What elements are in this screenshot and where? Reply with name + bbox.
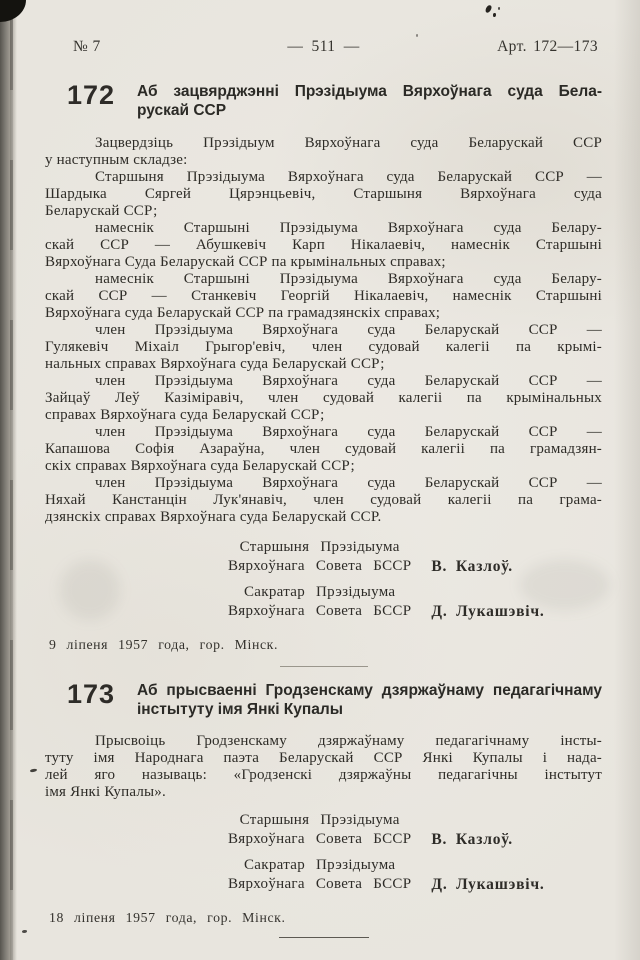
role-line: Сакратар Прэзідыума xyxy=(243,857,396,873)
text-line: намеснік Старшыні Прэзідыума Вярхоўнага суда Белару- xyxy=(95,220,602,236)
article-172-heading xyxy=(45,82,602,120)
text-line: скай ССР — Станкевіч Георгій Нікалаевіч, намеснік Старшыні xyxy=(45,288,602,304)
page-number: — 511 — xyxy=(287,38,360,55)
text-line: скіх справах Вярхоўнага суда Беларускай ССР; xyxy=(45,458,355,474)
paragraph xyxy=(45,475,602,526)
article-title xyxy=(137,82,602,120)
signature-secretary xyxy=(228,583,602,621)
text-line: намеснік Старшыні Прэзідыума Вярхоўнага суда Белару- xyxy=(95,271,602,287)
paragraph xyxy=(45,135,602,169)
role-line: Сакратар Прэзідыума xyxy=(243,584,396,600)
role-line: Старшыня Прэзідыума xyxy=(239,812,400,828)
issue-number: № 7 xyxy=(73,38,101,55)
text-line: Шардыка Сяргей Цярэнцьевіч, Старшыня Вярхоўнага суда xyxy=(45,186,602,202)
role-line: Вярхоўнага Совета БССР xyxy=(228,603,412,619)
paragraph xyxy=(45,220,602,271)
signature-role xyxy=(228,811,411,849)
article-range: Арт. 172—173 xyxy=(497,38,598,55)
article-number: 173 xyxy=(67,679,116,709)
text-line: лей яго называць: «Гродзенскі дзяржаўны педагагічны інстытут xyxy=(45,767,602,783)
text-line: член Прэзідыума Вярхоўнага суда Беларускай ССР — xyxy=(95,424,602,440)
signature-chairman xyxy=(228,538,602,576)
text-line: Няхай Канстанцін Лук'янавіч, член судовай калегіі па грама- xyxy=(45,492,602,508)
text-line: Капашова Софія Азараўна, член судовай калегіі па грамадзян- xyxy=(45,441,602,457)
article-173-body xyxy=(45,733,602,801)
running-header xyxy=(45,38,602,58)
signature-name: В. Казлоў. xyxy=(431,558,513,575)
paragraph xyxy=(45,424,602,475)
paragraph xyxy=(45,322,602,373)
role-line: Вярхоўнага Совета БССР xyxy=(228,558,412,574)
end-divider xyxy=(279,937,369,938)
signature-chairman xyxy=(228,811,602,849)
text-line: Зацвердзіць Прэзідыум Вярхоўнага суда Беларускай ССР xyxy=(95,135,602,151)
signature-role xyxy=(228,538,411,576)
text-line: Гулякевіч Міхаіл Грыгор'евіч, член судовай калегіі па крымі- xyxy=(45,339,602,355)
paragraph xyxy=(45,373,602,424)
text-line: дзянскіх справах Вярхоўнага суда Беларускай ССР. xyxy=(45,509,382,525)
text-line: член Прэзідыума Вярхоўнага суда Беларускай ССР — xyxy=(95,322,602,338)
article-number: 172 xyxy=(67,80,116,110)
title-line: Аб зацвярджэнні Прэзідыума Вярхоўнага суда Бела- xyxy=(137,83,602,100)
signature-name: Д. Лукашэвіч. xyxy=(431,876,545,893)
text-line: Вярхоўнага суда Беларускай ССР па грамадзянскіх справах; xyxy=(45,305,441,321)
title-line: інстытуту імя Янкі Купалы xyxy=(137,701,343,718)
role-line: Вярхоўнага Совета БССР xyxy=(228,876,412,892)
text-line: член Прэзідыума Вярхоўнага суда Беларускай ССР — xyxy=(95,373,602,389)
article-173 xyxy=(45,681,602,926)
role-line: Вярхоўнага Совета БССР xyxy=(228,831,412,847)
signature-role xyxy=(228,856,411,894)
article-172 xyxy=(45,82,602,653)
section-divider xyxy=(280,666,368,667)
article-172-body xyxy=(45,135,602,526)
text-line: туту імя Народнага паэта Беларускай ССР Янкі Купалы і нада- xyxy=(45,750,602,766)
decree-date: 18 ліпеня 1957 года, гор. Мінск. xyxy=(49,910,286,925)
signature-name: В. Казлоў. xyxy=(431,831,513,848)
role-line: Старшыня Прэзідыума xyxy=(239,539,400,555)
decree-date: 9 ліпеня 1957 года, гор. Мінск. xyxy=(49,637,279,652)
paragraph xyxy=(45,733,602,801)
article-173-heading xyxy=(45,681,602,719)
text-line: нальных справах Вярхоўнага суда Беларускай ССР; xyxy=(45,356,385,372)
signature-secretary xyxy=(228,856,602,894)
text-line: імя Янкі Купалы». xyxy=(45,784,166,800)
title-line: Аб прысваенні Гродзенскаму дзяржаўнаму педагагічнаму xyxy=(137,682,602,699)
text-line: Беларускай ССР; xyxy=(45,203,158,219)
signature-role xyxy=(228,583,411,621)
signature-name: Д. Лукашэвіч. xyxy=(431,603,545,620)
text-line: Зайцаў Леў Казіміравіч, член судовай калегіі па крымінальных xyxy=(45,390,602,406)
text-line: скай ССР — Абушкевіч Карп Нікалаевіч, намеснік Старшыні xyxy=(45,237,602,253)
paragraph xyxy=(45,271,602,322)
text-line: Прысвоіць Гродзенскаму дзяржаўнаму педагагічнаму інсты- xyxy=(95,733,602,749)
title-line: рускай ССР xyxy=(137,102,227,119)
text-line: у наступным складзе: xyxy=(45,152,188,168)
text-line: член Прэзідыума Вярхоўнага суда Беларускай ССР — xyxy=(95,475,602,491)
text-line: Старшыня Прэзідыума Вярхоўнага суда Беларускай ССР — xyxy=(95,169,602,185)
paragraph xyxy=(45,169,602,220)
text-line: справах Вярхоўнага суда Беларускай ССР; xyxy=(45,407,325,423)
text-line: Вярхоўнага Суда Беларускай ССР па крымінальных справах; xyxy=(45,254,446,270)
article-title xyxy=(137,681,602,719)
